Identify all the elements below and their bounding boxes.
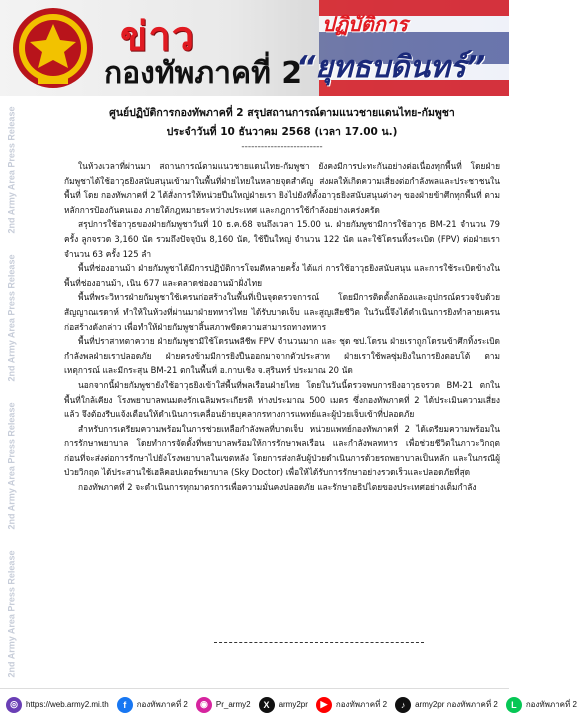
footer-link-x[interactable]	[259, 697, 308, 713]
paragraph: สำหรับการเตรียมความพร้อมในการช่วยเหลือกำลังพลที่บาดเจ็บ หน่วยแพทย์กองทัพภาคที่ 2 ได้เตรียมความพร้อมในการรักษาพยาบาล โดยทำการจัดตั้งที่พยาบาลพร้อมให้การรักษาพลเรือน และกำลังพลทหาร เพื่อช่วยชีวิตในภาวะวิกฤต ก่อนที่จะส่งต่อการรักษาไปยังโรงพยาบาลในเขตหลัง โดยการส่งกลับผู้ป่วยดำเนินการด้วยรถพยาบาลเป็นหลัก และในกรณีผู้ป่วยวิกฤต ได้ประสานใช้เฮลิคอปเตอร์พยาบาล (Sky Doctor) เพื่อให้ได้รับการรักษาอย่างรวดเร็วและปลอดภัยที่สุด	[64, 423, 500, 478]
facebook-icon: f	[117, 697, 133, 713]
footer-link-text: กองทัพภาคที่ 2	[335, 700, 388, 709]
footer-link-text: army2pr กองทัพภาคที่ 2	[415, 700, 498, 709]
paragraph: พื้นที่พระวิหารฝ่ายกัมพูชาใช้เครนก่อสร้างในพื้นที่เป็นจุดตรวจการณ์ โดยมีการติดตั้งกล้องและอุปกรณ์ตรวจจับด้วยสัญญาณเรดาห์ ทำให้ในห้วงที่ผ่านมาฝ่ายทหารไทย ได้รับบาดเจ็บ และสูญเสียชีวิต ในวันนี้จึงได้ดำเนินการยิงทำลายเครนก่อสร้างดังกล่าว เพื่อทำให้ฝ่ายกัมพูชาสิ้นสภาพขีดความสามารถทางทหาร	[64, 292, 500, 332]
footer-links	[0, 688, 577, 720]
unit-title: กองทัพภาคที่ 2	[104, 56, 303, 91]
paragraph: นอกจากนี้ฝ่ายกัมพูชายังใช้อาวุธยิงเข้าใส่พื้นที่พลเรือนฝ่ายไทย โดยในวันนี้ตรวจพบการยิงอาวุธจรวด BM-21 ตกในพื้นที่ใกล้เคียง โรงพยาบาลพนมดงรักเฉลิมพระเกียรติ ห่างประมาณ 500 เมตร ซึ่งกองทัพภาคที่ 2 ได้ประเมินความเสี่ยงแล้ว จึงต้องรีบแจ้งเตือนให้ดำเนินการเคลื่อนย้ายบุคลากรทางการแพทย์และผู้ป่วยเจ็บเข้าที่ปลอดภัย	[64, 379, 500, 420]
press-release-body	[64, 102, 500, 687]
footer-link-tiktok[interactable]	[395, 697, 498, 713]
news-title: ข่าว	[120, 14, 196, 60]
side-label-text: 2nd Army Area Press Release	[6, 106, 16, 234]
footer-link-text: army2pr	[278, 700, 308, 709]
tiktok-icon: ♪	[395, 697, 411, 713]
paragraph: สรุปการใช้อาวุธของฝ่ายกัมพูชาวันที่ 10 ธ.ค.68 จนถึงเวลา 15.00 น. ฝ่ายกัมพูชามีการใช้อาวุธ BM-21 จำนวน 79 ครั้ง ลูกจรวด 3,160 นัด รวมถึงปัจจุบัน 8,160 นัด, ใช้ปืนใหญ่ จำนวน 122 นัด และใช้โดรนทิ้งระเบิด (FPV) ต่อฝ่ายเรา จำนวน 63 ครั้ง 125 ลำ	[64, 219, 500, 259]
side-label-text: 2nd Army Area Press Release	[6, 402, 16, 530]
footer-link-text: https://web.army2.mi.th	[26, 700, 109, 709]
operation-label: ปฏิบัติการ	[322, 12, 408, 36]
paragraph: กองทัพภาคที่ 2 จะดำเนินการทุกมาตรการเพื่อความมั่นคงปลอดภัย และรักษาอธิปไตยของประเทศอย่างเต็มกำลัง	[78, 482, 477, 493]
army-emblem-icon	[8, 6, 98, 90]
footer-link-text: Pr_army2	[215, 700, 251, 709]
x-icon: X	[259, 697, 275, 713]
header-banner	[0, 0, 509, 96]
paragraph: พื้นที่ปราสาทตาควาย ฝ่ายกัมพูชามีใช้โดรนพลีชีพ FPV จำนวนมาก และ ชุด ซป.โดรน ฝ่ายเราถูกโดรนข้าศึกทิ้งระเบิด กำลังพลฝ่ายเราปลอดภัย ฝ่ายตรงข้ามมีการยิงปืนออกมาจากตัวประสาท ฝ่ายเราใช้พลซุ่มยิงในการยิงตอบโต้ ตามเหตุการณ์ และมีกระสุน BM-21 ตกในพื้นที่ อ.กาบเชิง จ.สุรินทร์ ประมาณ 20 นัด	[64, 336, 500, 376]
instagram-icon: ◉	[196, 697, 212, 713]
footer-link-line[interactable]	[506, 697, 577, 713]
footer-link-website[interactable]	[6, 697, 109, 713]
end-divider	[214, 642, 424, 643]
footer-link-instagram[interactable]	[196, 697, 251, 713]
side-label-text: 2nd Army Area Press Release	[6, 550, 16, 678]
footer-link-text: กองทัพภาคที่ 2	[136, 700, 188, 709]
paragraph: ในห้วงเวลาที่ผ่านมา สถานการณ์ตามแนวชายแดนไทย-กัมพูชา ยังคงมีการปะทะกันอย่างต่อเนื่องทุกพื้นที่ โดยฝ่ายกัมพูชาได้ใช้อาวุธยิงสนับสนุนเข้ามาในพื้นที่ฝ่ายไทยในหลายจุดสำคัญ ส่งผลให้เกิดความเสี่ยงต่อกำลังพลและประชาชนในพื้นที่ โดย กองทัพภาคที่ 2 ได้สั่งการให้หน่วยปืนใหญ่ฝ่ายเรา ยิงไปยังที่ตั้งอาวุธยิงสนับสนุนต่างๆ ของฝ่ายข้าศึกทุกพื้นที่ ตามหลักการป้องกันตนเอง ภายใต้กฎหมายระหว่างประเทศ และกฎการใช้กำลังอย่างเคร่งครัด	[64, 161, 500, 215]
line-icon: L	[506, 697, 522, 713]
operation-name: “ยุทธบดินทร์”	[296, 50, 486, 85]
globe-icon: ◎	[6, 697, 22, 713]
document-title-line1: ศูนย์ปฏิบัติการกองทัพภาคที่ 2 สรุปสถานการณ์ตามแนวชายแดนไทย-กัมพูชา	[109, 107, 455, 119]
footer-link-text: กองทัพภาคที่ 2	[525, 700, 577, 709]
side-watermark	[0, 96, 22, 688]
footer-link-youtube[interactable]	[316, 697, 387, 713]
side-label-text: 2nd Army Area Press Release	[6, 254, 16, 382]
document-title-line2: ประจำวันที่ 10 ธันวาคม 2568 (เวลา 17.00 น.)	[166, 126, 398, 138]
title-separator: -------------------------	[241, 142, 323, 152]
youtube-icon: ▶	[316, 697, 332, 713]
footer-link-facebook[interactable]	[117, 697, 188, 713]
paragraph: พื้นที่ช่องอานม้า ฝ่ายกัมพูชาได้มีการปฏิบัติการโจมตีหลายครั้ง ได้แก่ การใช้อาวุธยิงสนับสนุน และการใช้ระเบิดข้างในพื้นที่ช่องอานม้า, เนิน 677 และตลาดช่องอานม้าฝั่งไทย	[64, 263, 500, 288]
